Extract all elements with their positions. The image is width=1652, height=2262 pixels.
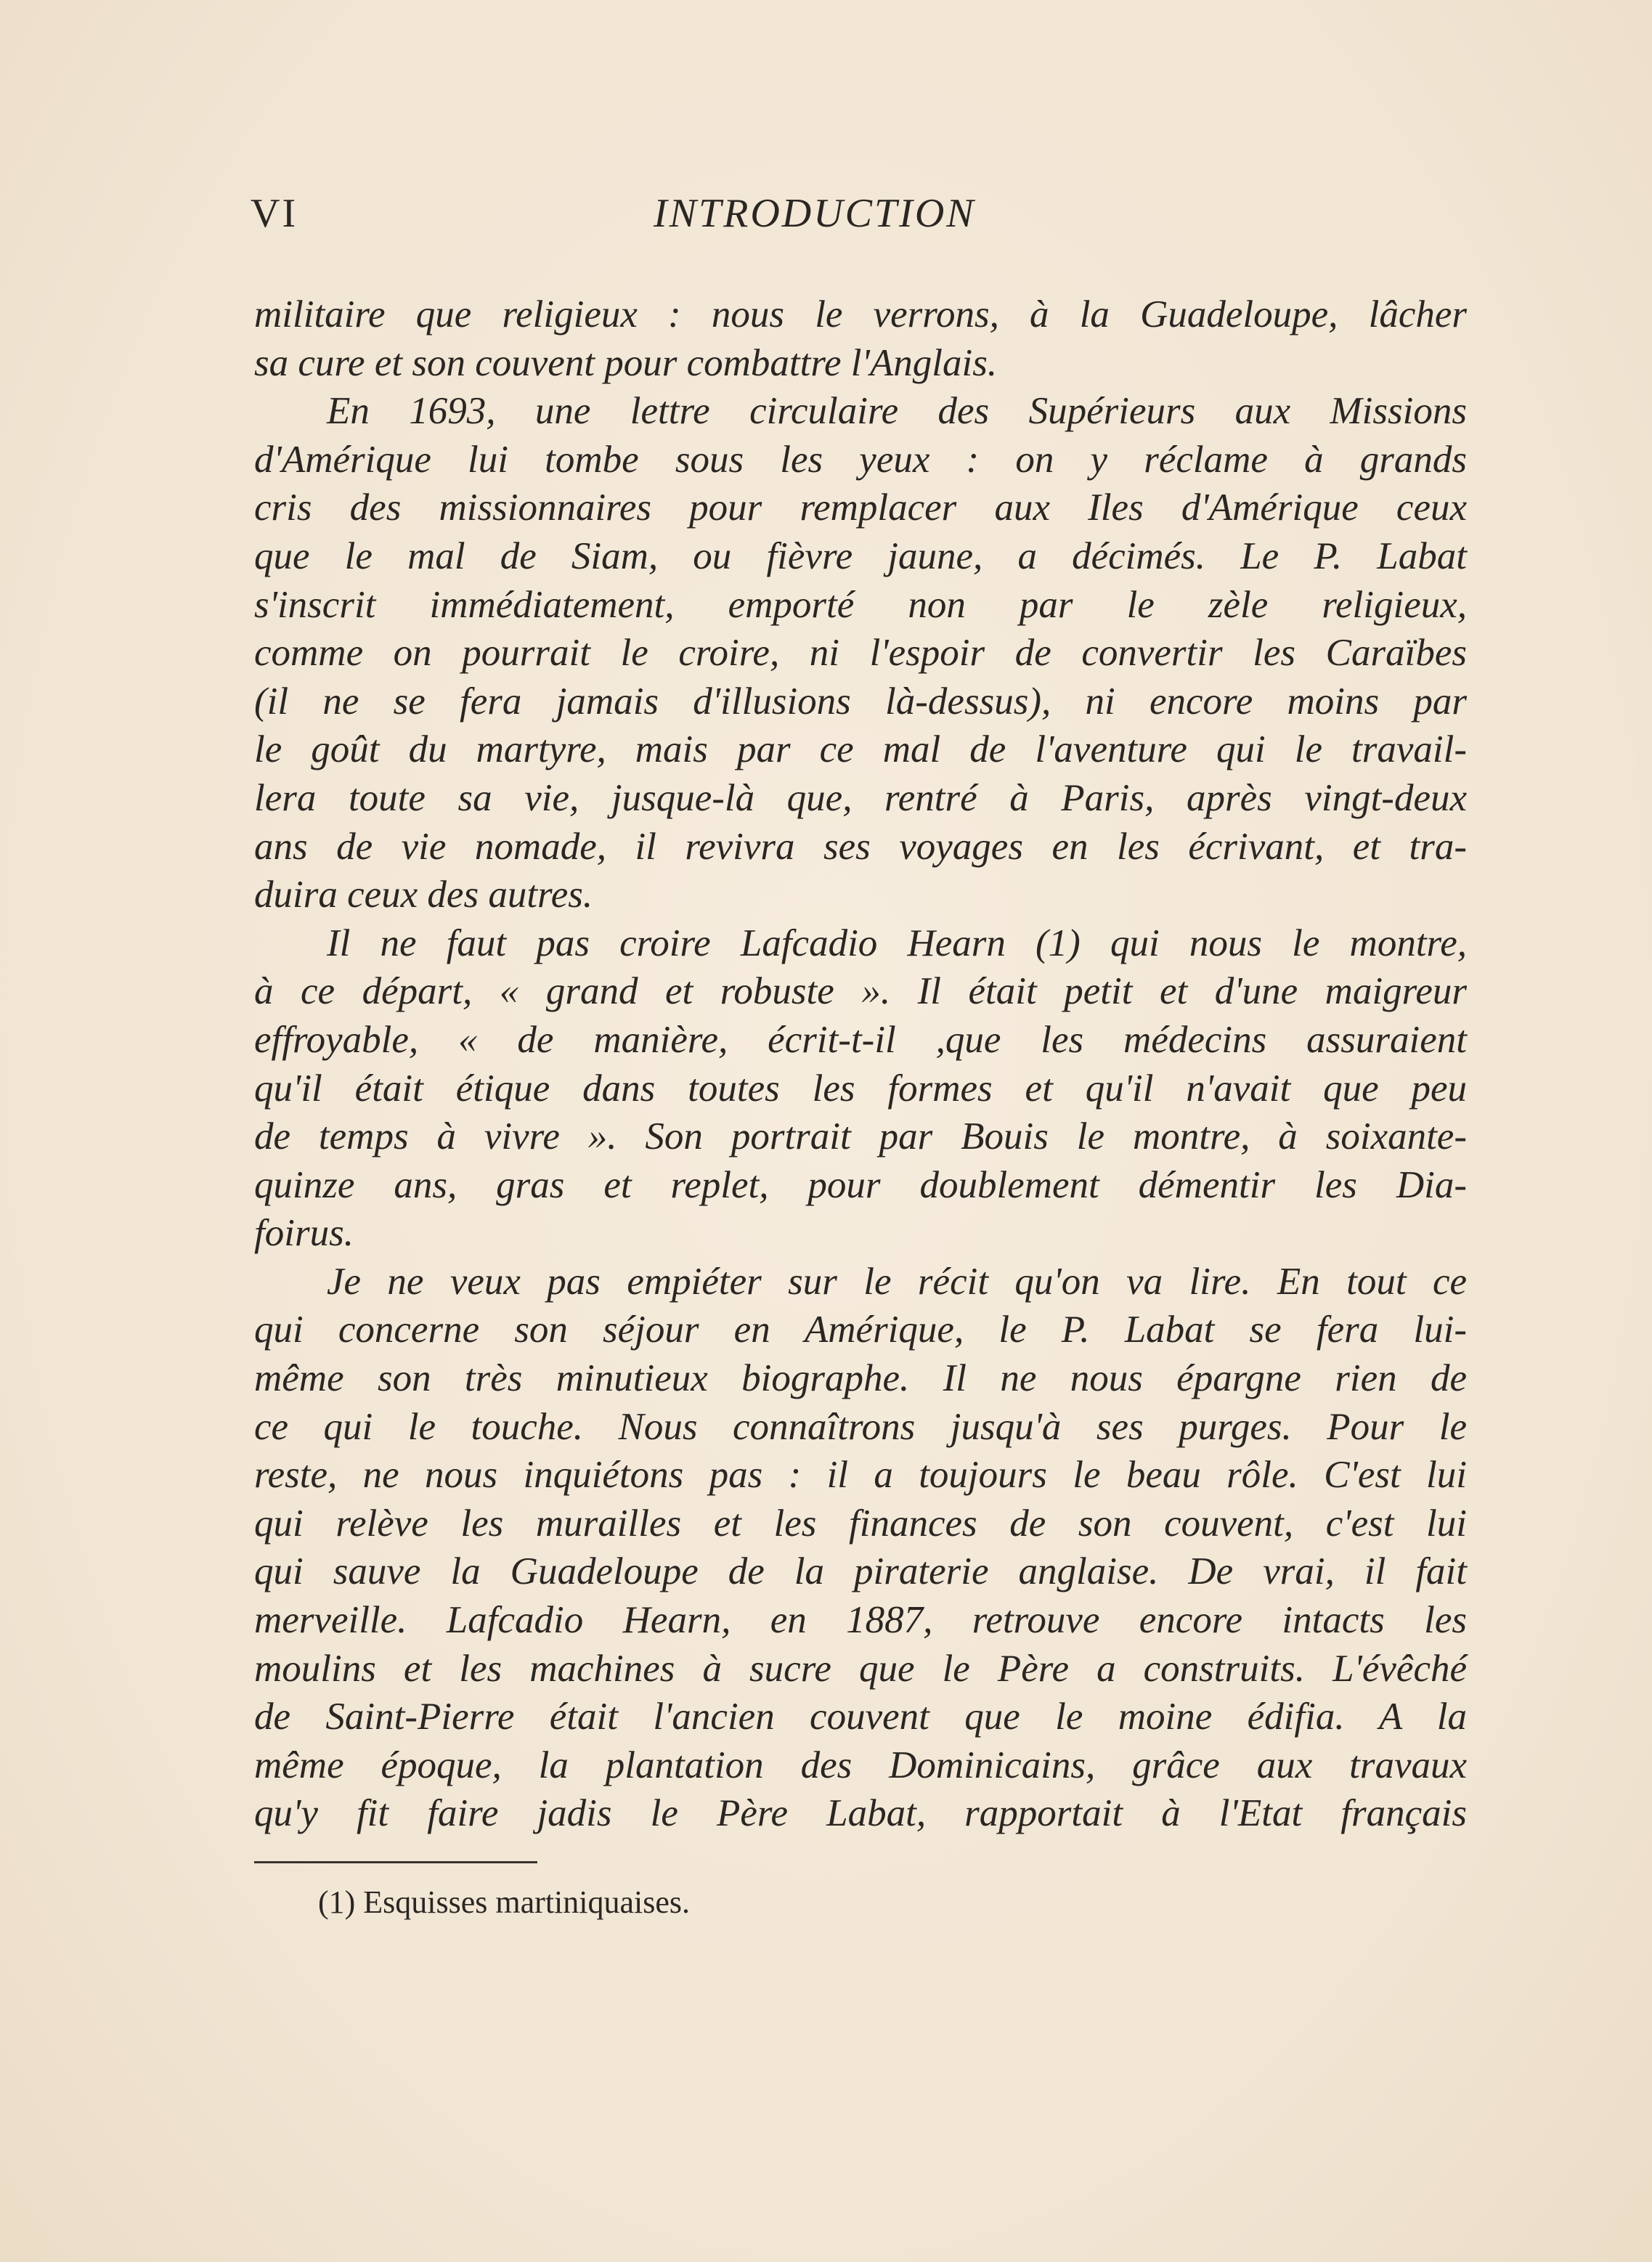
- text-line: quinze ans, gras et replet, pour doublement démentir les Dia-: [254, 1163, 1467, 1206]
- text-line: lera toute sa vie, jusque-là que, rentré à Paris, après vingt-deux: [254, 776, 1467, 819]
- text-line: Je ne veux pas empiéter sur le récit qu'on va lire. En tout ce: [327, 1260, 1467, 1303]
- text-line: ce qui le touche. Nous connaîtrons jusqu'à ses purges. Pour le: [254, 1405, 1467, 1448]
- page-number: VI: [251, 191, 298, 236]
- text-line: merveille. Lafcadio Hearn, en 1887, retrouve encore intacts les: [254, 1599, 1467, 1642]
- text-line: que le mal de Siam, ou fièvre jaune, a décimés. Le P. Labat: [254, 534, 1467, 577]
- text-line: duira ceux des autres.: [254, 874, 593, 916]
- text-line: de temps à vivre ». Son portrait par Bouis le montre, à soixante-: [254, 1115, 1467, 1158]
- text-line: cris des missionnaires pour remplacer aux Iles d'Amérique ceux: [254, 487, 1467, 529]
- text-line: comme on pourrait le croire, ni l'espoir de convertir les Caraïbes: [254, 632, 1467, 675]
- footnote: (1) Esquisses martiniquaises.: [318, 1884, 691, 1920]
- text-line: sa cure et son couvent pour combattre l'Anglais.: [254, 341, 998, 384]
- text-line: militaire que religieux : nous le verrons, à la Guadeloupe, lâcher: [254, 293, 1467, 335]
- text-line: foirus.: [254, 1212, 354, 1255]
- text-line: à ce départ, « grand et robuste ». Il était petit et d'une maigreur: [254, 970, 1467, 1013]
- text-line: qu'y fit faire jadis le Père Labat, rapportait à l'Etat français: [254, 1792, 1467, 1835]
- text-line: même époque, la plantation des Dominicains, grâce aux travaux: [254, 1744, 1467, 1786]
- text-line: qui relève les murailles et les finances de son couvent, c'est lui: [254, 1502, 1467, 1545]
- text-line: s'inscrit immédiatement, emporté non par le zèle religieux,: [254, 583, 1467, 626]
- text-line: de Saint-Pierre était l'ancien couvent que le moine édifia. A la: [254, 1696, 1467, 1738]
- text-line: (il ne se fera jamais d'illusions là-dessus), ni encore moins par: [254, 680, 1467, 723]
- text-line: qu'il était étique dans toutes les formes et qu'il n'avait que peu: [254, 1067, 1467, 1110]
- footnote-rule: [254, 1861, 537, 1863]
- text-line: qui concerne son séjour en Amérique, le P. Labat se fera lui-: [254, 1309, 1467, 1351]
- text-line: le goût du martyre, mais par ce mal de l'aventure qui le travail-: [254, 728, 1467, 771]
- text-line: d'Amérique lui tombe sous les yeux : on y réclame à grands: [254, 438, 1467, 481]
- text-line: qui sauve la Guadeloupe de la piraterie anglaise. De vrai, il fait: [254, 1550, 1467, 1593]
- text-line: En 1693, une lettre circulaire des Supérieurs aux Missions: [327, 390, 1467, 433]
- text-line: effroyable, « de manière, écrit-t-il ,que les médecins assuraient: [254, 1018, 1467, 1061]
- body-text: [254, 290, 1467, 1838]
- text-line: même son très minutieux biographe. Il ne nous épargne rien de: [254, 1357, 1467, 1400]
- text-line: ans de vie nomade, il revivra ses voyages en les écrivant, et tra-: [254, 825, 1467, 868]
- text-line: reste, ne nous inquiétons pas : il a toujours le beau rôle. C'est lui: [254, 1454, 1467, 1497]
- running-title: INTRODUCTION: [654, 191, 976, 236]
- text-line: moulins et les machines à sucre que le Père a construits. L'évêché: [254, 1647, 1467, 1690]
- text-line: Il ne faut pas croire Lafcadio Hearn (1) qui nous le montre,: [327, 922, 1467, 964]
